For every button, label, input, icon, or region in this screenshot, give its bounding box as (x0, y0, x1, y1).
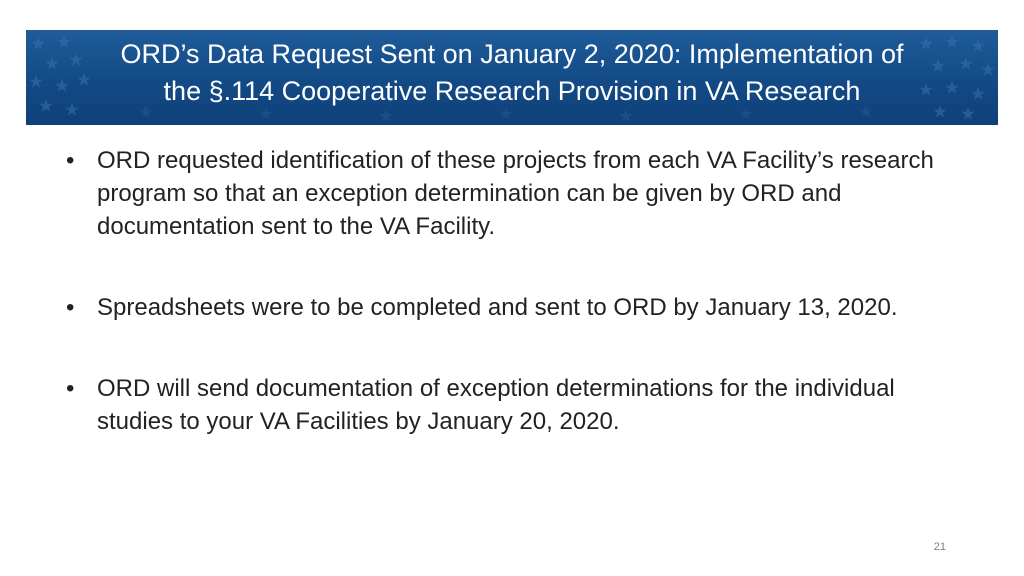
bullet-item-2 (64, 291, 964, 324)
bullet-item-1 (64, 144, 964, 243)
bullet-item-3 (64, 372, 964, 438)
page-number: 21 (933, 541, 946, 553)
bullet-icon: • (66, 375, 75, 402)
slide-title (26, 36, 998, 110)
bullet-icon: • (66, 294, 75, 321)
bullet-text-3: ORD will send documentation of exception determinations for the individual studies to your VA Facilities by January 20, 2020. (97, 375, 895, 435)
bullet-icon: • (66, 147, 75, 174)
slide-title-line-2: the §.114 Cooperative Research Provision in VA Research (163, 76, 861, 106)
bullet-list (64, 144, 964, 438)
slide-title-line-1: ORD’s Data Request Sent on January 2, 2020: Implementation of (120, 39, 904, 69)
bullet-text-1: ORD requested identification of these projects from each VA Facility’s research program so that an exception determination can be given by ORD and documentation sent to the VA Facility. (97, 147, 934, 240)
bullet-text-2: Spreadsheets were to be completed and sent to ORD by January 13, 2020. (97, 294, 898, 321)
title-banner (26, 30, 998, 125)
